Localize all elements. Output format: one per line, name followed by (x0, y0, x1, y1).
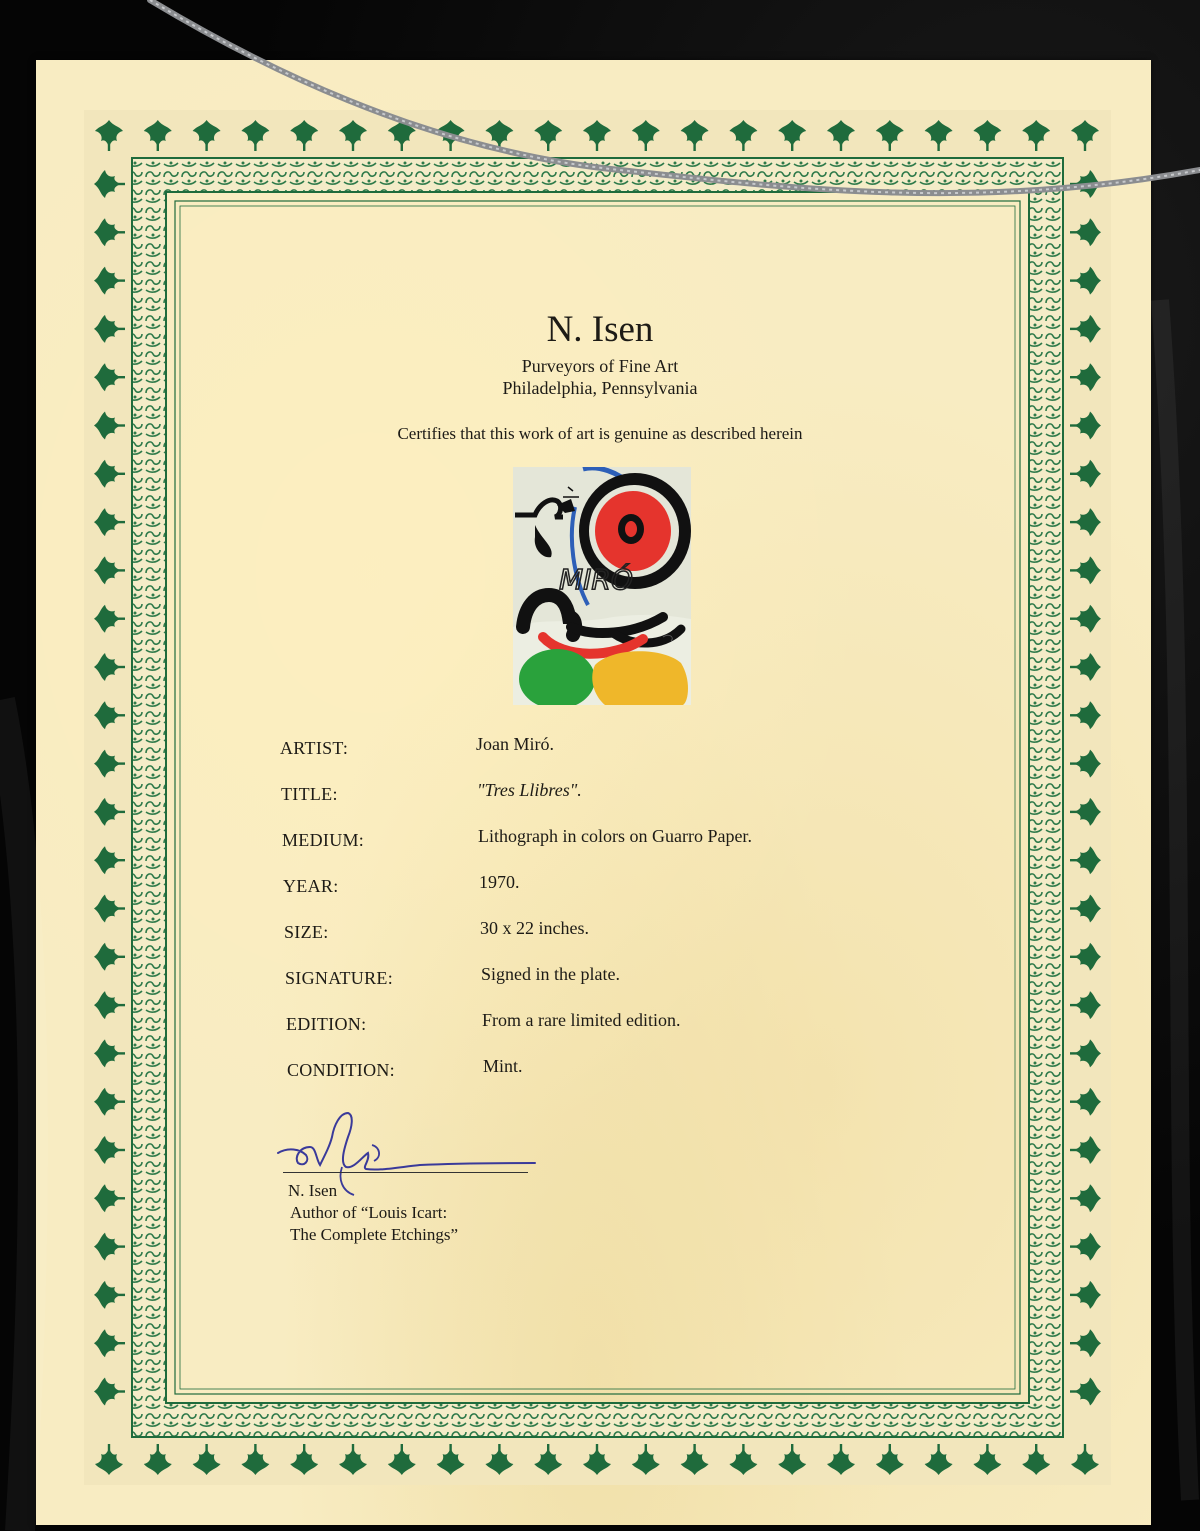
detail-label: MEDIUM: (282, 830, 365, 850)
detail-value: Lithograph in colors on Guarro Paper. (478, 826, 752, 846)
detail-value: "Tres Llibres". (477, 780, 582, 800)
detail-value: From a rare limited edition. (482, 1010, 681, 1030)
company-name: N. Isen (546, 309, 654, 350)
detail-value: Signed in the plate. (481, 964, 620, 984)
detail-value: 1970. (479, 872, 520, 892)
detail-label: CONDITION: (287, 1060, 395, 1080)
company-location: Philadelphia, Pennsylvania (502, 378, 698, 398)
signature-line (283, 1172, 528, 1173)
signer-name: N. Isen (288, 1181, 338, 1200)
detail-label: TITLE: (281, 784, 338, 804)
company-tagline: Purveyors of Fine Art (521, 356, 679, 376)
detail-label: YEAR: (283, 876, 339, 896)
artwork-thumbnail (513, 467, 691, 705)
detail-label: SIGNATURE: (285, 968, 394, 988)
detail-label: SIZE: (284, 922, 329, 942)
detail-label: EDITION: (286, 1014, 367, 1034)
detail-label: ARTIST: (280, 738, 349, 758)
detail-value: Joan Miró. (476, 734, 554, 754)
ornamental-border (36, 60, 1151, 1525)
detail-value: Mint. (483, 1056, 523, 1076)
signer-credit-line-1: Author of “Louis Icart: (290, 1203, 448, 1222)
artwork-lettering: MIRÓ (559, 563, 633, 596)
signer-credit-line-2: The Complete Etchings” (290, 1225, 459, 1244)
certification-statement: Certifies that this work of art is genuine as described herein (397, 424, 803, 443)
detail-value: 30 x 22 inches. (480, 918, 589, 938)
